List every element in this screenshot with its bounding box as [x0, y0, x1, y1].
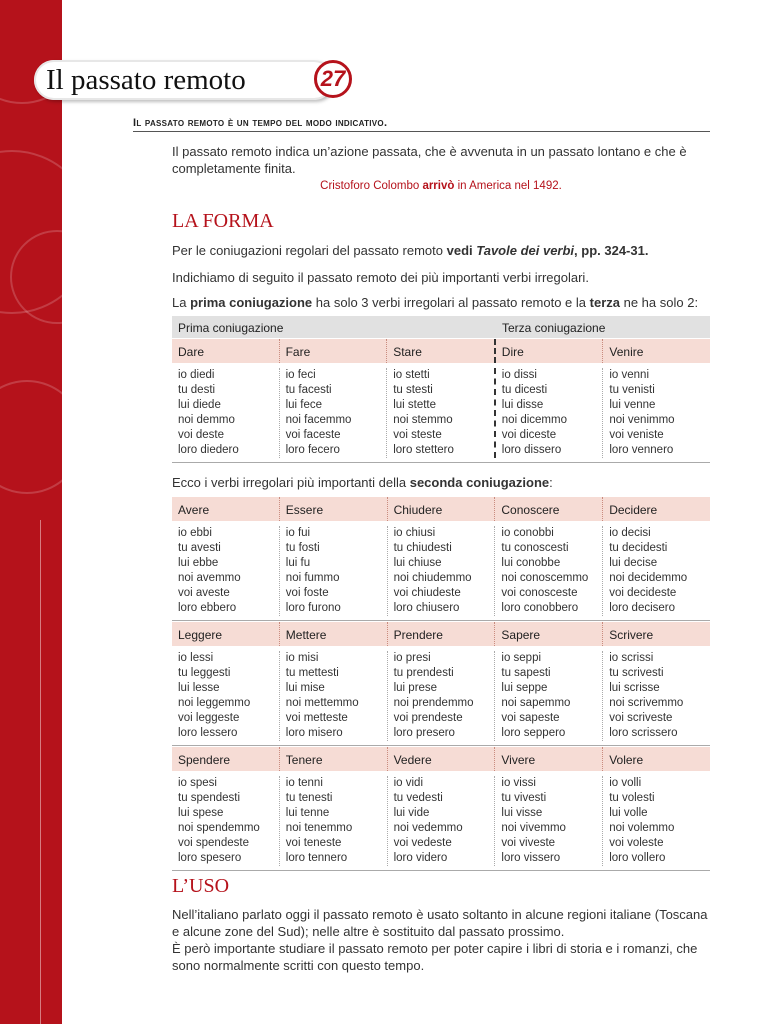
conjugation-form: tu fosti	[285, 542, 320, 554]
unit-number-badge	[314, 60, 352, 98]
conjugation-form: voi diceste	[501, 429, 557, 441]
conjugation-form: tu decidesti	[609, 542, 668, 554]
verb-name: Volere	[602, 747, 710, 771]
conjugation-cell	[494, 368, 603, 458]
conjugation-form: tu stesti	[393, 384, 433, 396]
conjugation-form: io seppi	[501, 652, 542, 664]
conjugation-row	[172, 771, 710, 871]
irregular-verbs-table-2	[172, 496, 710, 871]
conjugation-form: noi venimmo	[609, 414, 675, 426]
conjugation-form: voi decideste	[609, 587, 677, 599]
irregular-verbs-table-1	[172, 316, 710, 463]
seconda-paragraph	[172, 474, 710, 491]
conjugation-form: tu avesti	[178, 542, 221, 554]
conjugation-form: lui vide	[393, 807, 430, 819]
conjugation-form: lui diede	[178, 399, 221, 411]
conjugation-form: lui tenne	[285, 807, 330, 819]
conjugation-form: lui fece	[285, 399, 323, 411]
conjugation-form: voi voleste	[609, 837, 664, 849]
conjugation-form: loro chiusero	[393, 602, 460, 614]
verb-name: Mettere	[279, 622, 387, 646]
conjugation-form: io presi	[393, 652, 431, 664]
conjugation-row	[172, 363, 710, 463]
conjugation-form: lui conobbe	[501, 557, 561, 569]
conjugation-form: loro diedero	[178, 444, 239, 456]
verb-name: Fare	[279, 339, 387, 363]
conjugation-form: io conobbi	[501, 527, 554, 539]
verb-name: Essere	[279, 497, 387, 521]
conjugation-form: loro tennero	[285, 852, 348, 864]
conjugation-group-header	[172, 316, 710, 338]
conjugation-form: noi vivemmo	[501, 822, 566, 834]
conjugation-form: noi mettemmo	[285, 697, 359, 709]
forma-p3-b: prima coniugazione	[190, 295, 313, 310]
conjugation-form: voi aveste	[178, 587, 230, 599]
verb-name: Venire	[602, 339, 710, 363]
verb-name: Prendere	[387, 622, 495, 646]
conjugation-form: voi prendeste	[393, 712, 463, 724]
conjugation-cell	[279, 526, 387, 616]
conjugation-form: voi spendeste	[178, 837, 249, 849]
conjugation-form: loro misero	[285, 727, 343, 739]
verb-name: Decidere	[602, 497, 710, 521]
conjugation-form: noi spendemmo	[178, 822, 260, 834]
conjugation-form: noi dicemmo	[501, 414, 567, 426]
verb-name: Dare	[178, 345, 205, 359]
conjugation-form: tu dicesti	[501, 384, 548, 396]
forma-p1-pre: Per le coniugazioni regolari del passato remoto	[172, 243, 447, 258]
conjugation-form: tu desti	[178, 384, 216, 396]
forma-p1-bold: vedi	[446, 243, 473, 258]
conjugation-form: tu sapesti	[501, 667, 551, 679]
conjugation-cell	[172, 651, 279, 741]
conjugation-form: lui decise	[609, 557, 658, 569]
conjugation-form: io tenni	[285, 777, 323, 789]
conjugation-form: voi viveste	[501, 837, 556, 849]
conjugation-form: loro scrissero	[609, 727, 678, 739]
conjugation-form: voi teneste	[285, 837, 342, 849]
conjugation-row	[172, 646, 710, 746]
conjugation-form: loro dissero	[501, 444, 562, 456]
conjugation-form: tu scrivesti	[609, 667, 664, 679]
conjugation-form: io diedi	[178, 369, 215, 381]
conjugation-form: noi leggemmo	[178, 697, 251, 709]
section-heading-uso: L’USO	[172, 875, 230, 897]
conjugation-form: lui scrisse	[609, 682, 660, 694]
conjugation-form: loro vennero	[609, 444, 674, 456]
conjugation-form: voi metteste	[285, 712, 348, 724]
conjugation-cell	[172, 368, 279, 458]
conjugation-form: noi sapemmo	[501, 697, 571, 709]
conjugation-form: io stetti	[393, 369, 430, 381]
conjugation-form: loro videro	[393, 852, 448, 864]
conjugation-form: lui stette	[393, 399, 437, 411]
conjugation-form: tu tenesti	[285, 792, 333, 804]
verb-name: Scrivere	[602, 622, 710, 646]
forma-p3-d: terza	[589, 295, 620, 310]
conjugation-form: noi chiudemmo	[393, 572, 472, 584]
conjugation-row	[172, 521, 710, 621]
conjugation-form: io spesi	[178, 777, 217, 789]
forma-p3-a: La	[172, 295, 191, 310]
conjugation-form: tu vedesti	[393, 792, 443, 804]
example-bold: arrivò	[422, 180, 455, 192]
forma-p1-italic: Tavole dei verbi	[476, 243, 575, 258]
intro-heading	[133, 117, 710, 132]
conjugation-form: loro stettero	[393, 444, 454, 456]
forma-p1-post: , pp. 324-31.	[574, 243, 649, 258]
conjugation-form: loro lessero	[178, 727, 238, 739]
conjugation-form: lui mise	[285, 682, 325, 694]
conjugation-form: voi deste	[178, 429, 225, 441]
conjugation-form: lui volle	[609, 807, 648, 819]
conjugation-form: noi tenemmo	[285, 822, 353, 834]
conjugation-form: noi volemmo	[609, 822, 675, 834]
verb-name: Stare	[386, 339, 494, 363]
conjugation-cell	[387, 651, 495, 741]
conjugation-form: voi faceste	[285, 429, 341, 441]
conjugation-form: lui fu	[285, 557, 311, 569]
conjugation-cell	[172, 776, 279, 866]
conjugation-form: tu vivesti	[501, 792, 547, 804]
conjugation-form: lui chiuse	[393, 557, 442, 569]
conjugation-form: loro seppero	[501, 727, 566, 739]
conjugation-form: tu spendesti	[178, 792, 241, 804]
verb-name: Tenere	[279, 747, 387, 771]
conjugation-cell	[494, 526, 602, 616]
conjugation-cell	[172, 526, 279, 616]
conjugation-form: loro furono	[285, 602, 341, 614]
conjugation-form: io feci	[285, 369, 316, 381]
intro-heading-text: Il passato remoto è un tempo del modo indicativo.	[133, 117, 388, 129]
conjugation-form: loro presero	[393, 727, 455, 739]
conjugation-cell	[602, 368, 710, 458]
conjugation-cell	[386, 368, 494, 458]
conjugation-form: io chiusi	[393, 527, 436, 539]
conjugation-cell	[602, 651, 710, 741]
conjugation-form: lui venne	[609, 399, 656, 411]
conjugation-form: voi leggeste	[178, 712, 240, 724]
conjugation-cell	[387, 776, 495, 866]
conjugation-form: io vidi	[393, 777, 423, 789]
conjugation-form: loro vollero	[609, 852, 666, 864]
page-title: Il passato remoto	[46, 64, 246, 96]
example-sentence	[172, 180, 710, 192]
conjugation-form: voi sapeste	[501, 712, 560, 724]
conjugation-form: loro fecero	[285, 444, 340, 456]
example-post: in America nel 1492.	[454, 180, 562, 192]
conjugation-cell	[494, 776, 602, 866]
forma-paragraph-3	[172, 294, 710, 311]
intro-paragraph: Il passato remoto indica un’azione passata, che è avvenuta in un passato lontano e che è completamente finita.	[172, 144, 687, 176]
conjugation-form: tu conoscesti	[501, 542, 569, 554]
conjugation-form: tu chiudesti	[393, 542, 452, 554]
conjugation-form: loro conobbero	[501, 602, 579, 614]
conjugation-form: lui seppe	[501, 682, 548, 694]
conjugation-form: io decisi	[609, 527, 651, 539]
verb-name: Vivere	[494, 747, 602, 771]
conjugation-cell	[602, 776, 710, 866]
conjugation-form: io dissi	[501, 369, 537, 381]
decorative-sidebar	[0, 0, 62, 1024]
conjugation-form: io ebbi	[178, 527, 212, 539]
conjugation-form: io scrissi	[609, 652, 654, 664]
conjugation-form: io misi	[285, 652, 319, 664]
verb-header-row	[172, 621, 710, 646]
conjugation-cell	[494, 651, 602, 741]
conjugation-form: tu prendesti	[393, 667, 454, 679]
forma-p3-c: ha solo 3 verbi irregolari al passato remoto e la	[312, 295, 590, 310]
verb-name: Vedere	[387, 747, 495, 771]
verb-header-row	[172, 746, 710, 771]
conjugation-form: tu venisti	[609, 384, 655, 396]
conjugation-form: lui visse	[501, 807, 543, 819]
conjugation-form: io venni	[609, 369, 650, 381]
conjugation-form: lui spese	[178, 807, 224, 819]
conjugation-form: voi chiudeste	[393, 587, 461, 599]
verb-name: Sapere	[494, 622, 602, 646]
conjugation-form: tu facesti	[285, 384, 332, 396]
conjugation-form: noi avemmo	[178, 572, 241, 584]
conjugation-form: loro spesero	[178, 852, 242, 864]
forma-paragraph-1	[172, 242, 710, 259]
conjugation-form: io lessi	[178, 652, 214, 664]
uso-paragraph-2: È però importante studiare il passato remoto per poter capire i libri di storia e i romanzi, che sono normalmente scritti con questo tempo.	[172, 941, 698, 973]
conjugation-form: lui ebbe	[178, 557, 219, 569]
conjugation-form: voi vedeste	[393, 837, 452, 849]
verb-name: Leggere	[178, 628, 223, 642]
verb-header-row	[172, 496, 710, 521]
conjugation-form: noi fummo	[285, 572, 340, 584]
uso-paragraph-1: Nell’italiano parlato oggi il passato remoto è usato soltanto in alcune regioni italiane (Toscana e alcune zone del Sud); nelle altre è sostituito dal passato prossimo.	[172, 907, 708, 939]
conjugation-form: voi veniste	[609, 429, 664, 441]
conjugation-form: tu leggesti	[178, 667, 231, 679]
conjugation-form: noi vedemmo	[393, 822, 463, 834]
conjugation-form: voi steste	[393, 429, 442, 441]
verb-name: Chiudere	[387, 497, 495, 521]
conjugation-form: tu mettesti	[285, 667, 339, 679]
group-first-label: Prima coniugazione	[178, 321, 284, 335]
conjugation-form: lui lesse	[178, 682, 220, 694]
unit-number: 27	[320, 66, 346, 91]
seconda-bold: seconda coniugazione	[409, 475, 550, 490]
conjugation-form: io vissi	[501, 777, 536, 789]
conjugation-form: io volli	[609, 777, 642, 789]
seconda-post: :	[549, 475, 553, 490]
conjugation-cell	[387, 526, 495, 616]
verb-name: Avere	[178, 503, 210, 517]
conjugation-cell	[279, 368, 387, 458]
verb-header-row	[172, 338, 710, 363]
conjugation-form: voi scriveste	[609, 712, 673, 724]
verb-name: Dire	[494, 339, 603, 363]
conjugation-form: noi demmo	[178, 414, 235, 426]
conjugation-form: noi prendemmo	[393, 697, 474, 709]
conjugation-form: noi scrivemmo	[609, 697, 684, 709]
verb-name: Conoscere	[494, 497, 602, 521]
conjugation-form: loro ebbero	[178, 602, 237, 614]
conjugation-cell	[602, 526, 710, 616]
conjugation-form: noi facemmo	[285, 414, 352, 426]
seconda-pre: Ecco i verbi irregolari più importanti della	[172, 475, 410, 490]
conjugation-form: io fui	[285, 527, 311, 539]
forma-p3-e: ne ha solo 2:	[620, 295, 699, 310]
group-third-label: Terza coniugazione	[502, 321, 606, 335]
conjugation-form: loro vissero	[501, 852, 561, 864]
conjugation-form: loro decisero	[609, 602, 676, 614]
conjugation-form: noi conoscemmo	[501, 572, 589, 584]
conjugation-form: lui prese	[393, 682, 438, 694]
conjugation-form: noi stemmo	[393, 414, 453, 426]
conjugation-form: voi foste	[285, 587, 329, 599]
conjugation-form: tu volesti	[609, 792, 655, 804]
conjugation-form: lui disse	[501, 399, 544, 411]
conjugation-cell	[279, 776, 387, 866]
forma-paragraph-2: Indichiamo di seguito il passato remoto dei più importanti verbi irregolari.	[172, 270, 589, 285]
conjugation-cell	[279, 651, 387, 741]
conjugation-form: noi decidemmo	[609, 572, 688, 584]
verb-name: Spendere	[178, 753, 231, 767]
conjugation-form: voi conosceste	[501, 587, 578, 599]
section-heading-forma: LA FORMA	[172, 210, 274, 232]
example-pre: Cristoforo Colombo	[320, 180, 423, 192]
